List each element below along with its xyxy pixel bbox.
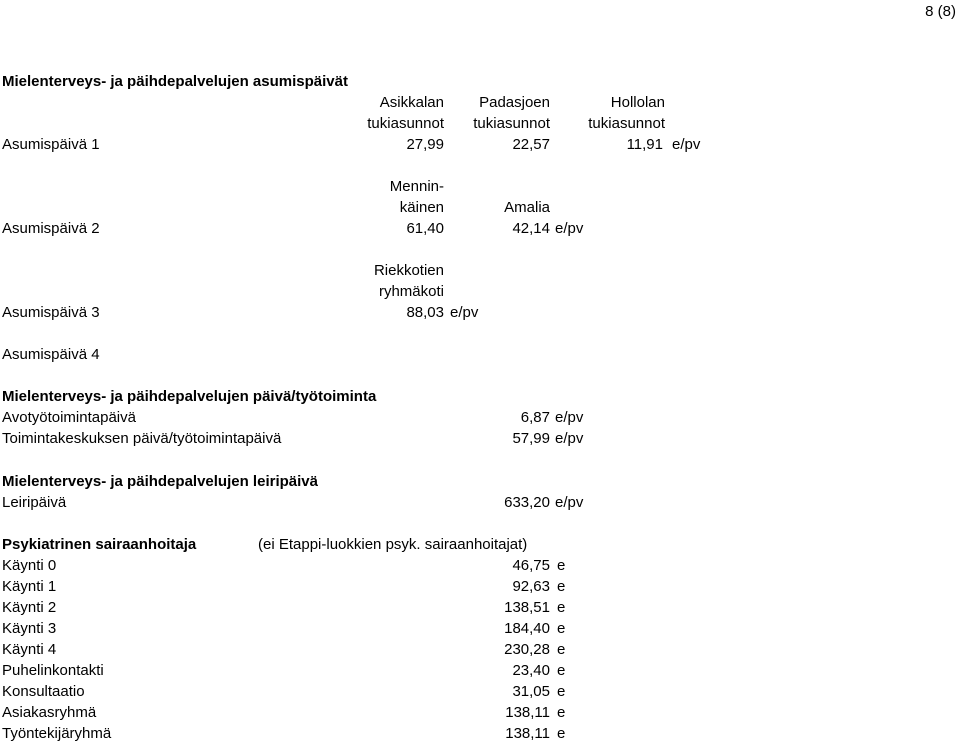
col-header-asikkala-line1: Asikkalan [379, 94, 444, 111]
unit-day3: e/pv [450, 304, 479, 321]
unit-day2: e/pv [555, 220, 584, 237]
row-label-kaynti-1: Käynti 1 [2, 578, 57, 595]
nurse-heading: Psykiatrinen sairaanhoitaja [2, 536, 197, 553]
unit-konsultaatio: e [557, 683, 566, 700]
value-day2-amalia: 42,14 [512, 220, 550, 237]
unit-kaynti-2: e [557, 599, 566, 616]
value-kaynti-0: 46,75 [512, 557, 550, 574]
row-label-puhelinkontakti: Puhelinkontakti [2, 662, 104, 679]
value-day1-hollola: 11,91 [626, 136, 663, 153]
row-label-kaynti-2: Käynti 2 [2, 599, 57, 616]
col-header-riekkotie-line1: Riekkotien [373, 262, 444, 279]
value-tyontekijaryhma: 138,11 [505, 725, 550, 742]
day-activity-heading: Mielenterveys- ja päihdepalvelujen päivä/työtoiminta [2, 388, 377, 405]
value-kaynti-3: 184,40 [504, 620, 550, 637]
value-konsultaatio: 31,05 [512, 683, 550, 700]
unit-kaynti-4: e [557, 641, 566, 658]
row-label-kaynti-4: Käynti 4 [2, 641, 57, 658]
value-asiakasryhma: 138,11 [505, 704, 550, 721]
unit-asiakasryhma: e [557, 704, 566, 721]
row-label-toimintakeskus: Toimintakeskuksen päivä/työtoimintapäivä [2, 430, 282, 447]
unit-avotyo: e/pv [555, 409, 584, 426]
row-label-konsultaatio: Konsultaatio [2, 683, 85, 700]
unit-day1: e/pv [672, 136, 701, 153]
col-header-menninkainen-line2: käinen [399, 199, 444, 216]
col-header-padasjoki-line1: Padasjoen [479, 94, 550, 111]
page-number: 8 (8) [925, 3, 956, 20]
row-label-kaynti-0: Käynti 0 [2, 557, 57, 574]
unit-kaynti-0: e [557, 557, 566, 574]
value-kaynti-1: 92,63 [512, 578, 550, 595]
col-header-menninkainen-line1: Mennin- [389, 178, 444, 195]
unit-kaynti-1: e [557, 578, 566, 595]
value-day3-riekkotie: 88,03 [406, 304, 444, 321]
row-label-day1: Asumispäivä 1 [2, 136, 100, 153]
row-label-day2: Asumispäivä 2 [2, 220, 100, 237]
row-label-tyontekijaryhma: Työntekijäryhmä [2, 725, 112, 742]
camp-heading: Mielenterveys- ja päihdepalvelujen leiripäivä [2, 473, 318, 490]
col-header-hollola-line1: Hollolan [610, 94, 665, 111]
row-label-leiripaiva: Leiripäivä [2, 494, 67, 511]
unit-kaynti-3: e [557, 620, 566, 637]
value-day1-padasjoki: 22,57 [512, 136, 550, 153]
unit-leiripaiva: e/pv [555, 494, 584, 511]
row-label-avotyo: Avotyötoimintapäivä [2, 409, 136, 426]
unit-puhelinkontakti: e [557, 662, 566, 679]
col-header-hollola-line2: tukiasunnot [588, 115, 665, 132]
row-label-kaynti-3: Käynti 3 [2, 620, 57, 637]
unit-toimintakeskus: e/pv [555, 430, 584, 447]
col-header-amalia: Amalia [504, 199, 550, 216]
row-label-day4: Asumispäivä 4 [2, 346, 100, 363]
col-header-padasjoki-line2: tukiasunnot [473, 115, 550, 132]
value-day1-asikkala: 27,99 [406, 136, 444, 153]
value-avotyo: 6,87 [520, 409, 550, 426]
value-leiripaiva: 633,20 [504, 494, 550, 511]
col-header-asikkala-line2: tukiasunnot [367, 115, 444, 132]
row-label-asiakasryhma: Asiakasryhmä [2, 704, 97, 721]
value-kaynti-2: 138,51 [504, 599, 550, 616]
col-header-riekkotie-line2: ryhmäkoti [378, 283, 444, 300]
value-day2-menninkainen: 61,40 [406, 220, 444, 237]
unit-tyontekijaryhma: e [557, 725, 566, 742]
housing-heading: Mielenterveys- ja päihdepalvelujen asumispäivät [2, 73, 348, 90]
row-label-day3: Asumispäivä 3 [2, 304, 100, 321]
value-puhelinkontakti: 23,40 [512, 662, 550, 679]
nurse-note: (ei Etappi-luokkien psyk. sairaanhoitajat) [258, 536, 528, 553]
value-kaynti-4: 230,28 [504, 641, 550, 658]
value-toimintakeskus: 57,99 [512, 430, 550, 447]
